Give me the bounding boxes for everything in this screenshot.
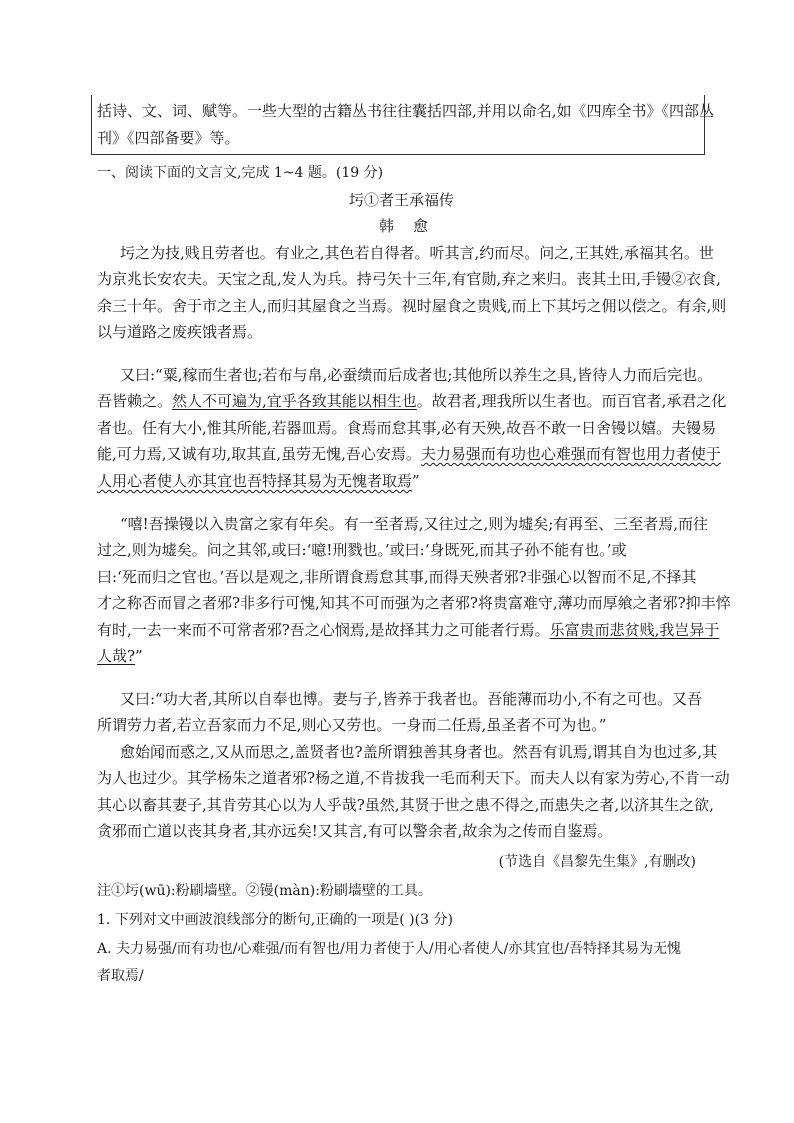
box-line-2: 刊》《四部备要》等。 — [97, 129, 240, 147]
p5-line-3: 其心以畜其妻子,其肯劳其心以为人乎哉?虽然,其贤于世之患不得之,而患失之者,以济其生之欲, — [97, 796, 714, 814]
p1-line-3: 余三十年。舍于市之主人,而归其屋食之当焉。视时屋食之贵贱,而上下其圬之佣以偿之。有余,则 — [97, 297, 727, 315]
p3-underlined-sentence-end: 人哉? — [97, 647, 136, 665]
p3-line-3: 曰:‘死而归之官也。’吾以是观之,非所谓食焉怠其事,而得天殃者邪?非强心以智而不足,不择其 — [97, 568, 697, 586]
p2-line-5 — [97, 471, 420, 491]
p2-line-3: 者也。任有大小,惟其所能,若器皿焉。食焉而怠其事,必有天殃,故吾不敢一日舍镘以嬉。夫镘易 — [97, 419, 717, 437]
p3-line-1: “嘻!吾操镘以入贵富之家有年矣。有一至者焉,又往过之,则为墟矣;有再至、三至者焉,而往 — [120, 515, 709, 533]
p3-line-2: 过之,则为墟矣。问之其邻,或曰:‘噫!刑戮也。’或曰:‘身既死,而其子孙不能有也。’或 — [97, 541, 627, 559]
p3-line-6b: ” — [135, 647, 143, 665]
p2-underlined-sentence: 然人不可遍为,宜乎各致其能以相生也 — [172, 392, 417, 410]
question-1-option-a-line-2: 者取焉/ — [97, 968, 144, 984]
p5-line-2: 为人也过少。其学杨朱之道者邪?杨之道,不肯拔我一毛而利天下。而夫人以有家为劳心,不肯一动 — [97, 769, 730, 787]
question-1-stem: 1. 下列对文中画波浪线部分的断句,正确的一项是( )(3 分) — [97, 912, 453, 928]
p4-line-1: 又曰:“功大者,其所以自奉也博。妻与子,皆养于我者也。吾能薄而功小,不有之可也。又吾 — [120, 690, 703, 708]
p2-wavy-passage-start: 夫力易强而有功也心难强而有智也用力者使于 — [420, 445, 721, 463]
p3-line-5 — [97, 620, 719, 640]
source-citation: (节选自《昌黎先生集》,有删改) — [498, 854, 696, 870]
p5-line-1: 愈始闻而惑之,又从而思之,盖贤者也?盖所谓独善其身者也。然吾有讥焉,谓其自为也过多,其 — [120, 743, 718, 761]
p2-line-1: 又曰:“粟,稼而生者也;若布与帛,必蚕绩而后成者也;其他所以养生之具,皆待人力而后完也。 — [120, 366, 713, 384]
question-1-option-a-line-1: A. 夫力易强/而有功也/心难强/而有智也/用力者使于人/用心者使人/亦其宜也/吾特择其易为无愧 — [97, 941, 682, 957]
p2-line-5b: ” — [412, 472, 420, 490]
p1-line-2: 为京兆长安农夫。天宝之乱,发人为兵。持弓矢十三年,有官勋,弃之来归。丧其土田,手镘②衣食, — [97, 270, 721, 288]
box-line-1: 括诗、文、词、赋等。一些大型的古籍丛书往往囊括四部,并用以命名,如《四库全书》《四部丛 — [97, 102, 715, 120]
p1-line-4: 以与道路之废疾饿者焉。 — [97, 323, 263, 341]
p2-line-2c: 。故君者,理我所以生者也。而百官者,承君之化 — [416, 392, 727, 410]
p2-line-2a: 吾皆赖之。 — [97, 392, 173, 410]
p3-line-4: 才之称否而冒之者邪?非多行可愧,知其不可而强为之者邪?将贵富难守,薄功而厚飨之者邪?抑丰悴 — [97, 594, 731, 612]
p3-underlined-sentence-start: 乐富贵而悲贫贱,我岂异于 — [549, 621, 720, 639]
p2-line-4a: 能,可力焉,又诚有功,取其直,虽劳无愧,吾心安焉。 — [97, 445, 421, 463]
p3-line-6 — [97, 646, 143, 666]
p2-line-2 — [97, 391, 726, 411]
p4-line-2: 所谓劳力者,若立吾家而力不足,则心又劳也。一身而二任焉,虽圣者不可为也。” — [97, 716, 607, 734]
article-title: 圬①者王承福传 — [349, 191, 455, 209]
p2-line-4 — [97, 444, 721, 464]
p3-line-5a: 有时,一去一来而不可常者邪?吾之心悯焉,是故择其力之可能者行焉。 — [97, 621, 550, 639]
p2-wavy-passage-end: 人用心者使人亦其宜也吾特择其易为无愧者取焉 — [97, 472, 413, 490]
p5-line-4: 贪邪而亡道以丧其身者,其亦远矣!又其言,有可以警余者,故余为之传而自鉴焉。 — [97, 822, 613, 840]
section-heading: 一、阅读下面的文言文,完成 1~4 题。(19 分) — [97, 165, 384, 181]
article-author: 韩 愈 — [379, 217, 429, 235]
footnote: 注①圬(wū):粉刷墙壁。②镘(màn):粉刷墙壁的工具。 — [97, 883, 432, 899]
p1-line-1: 圬之为技,贱且劳者也。有业之,其色若自得者。听其言,约而尽。问之,王其姓,承福其名。世 — [120, 244, 714, 262]
